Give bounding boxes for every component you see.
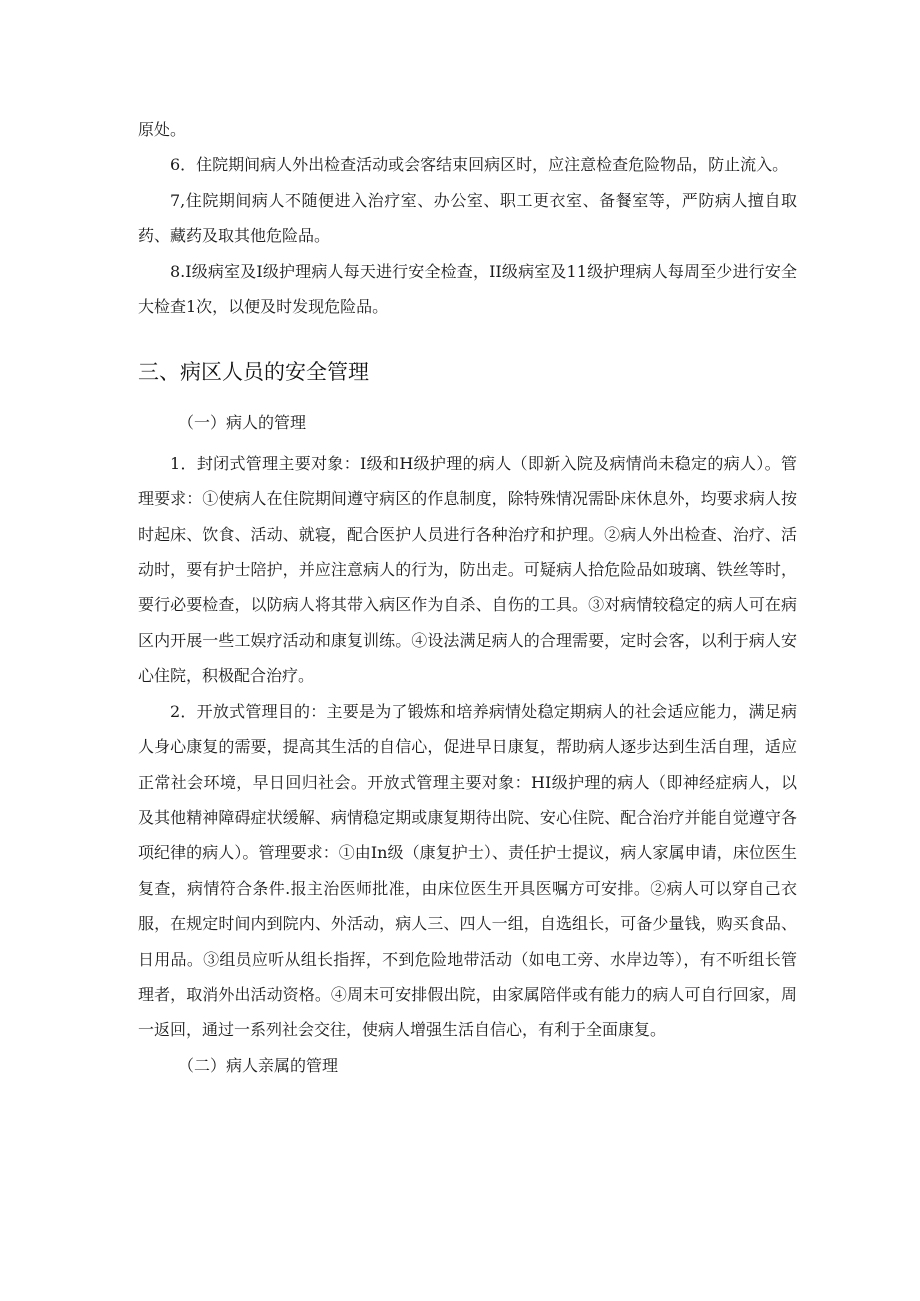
subsection-heading-relatives: （二）病人亲属的管理 — [178, 1055, 339, 1075]
rule-item-7: 7,住院期间病人不随便进入治疗室、办公室、职工更衣室、备餐室等，严防病人擅自取药、藏药及取其他危险品。 — [138, 190, 797, 246]
rule-item-6: 6．住院期间病人外出检查活动或会客结束回病区时，应注意检查危险物品，防止流入。 — [170, 155, 789, 175]
section-heading: 三、病区人员的安全管理 — [138, 360, 369, 385]
subsection-heading-patients: （一）病人的管理 — [178, 413, 307, 433]
open-management-paragraph: 2．开放式管理目的：主要是为了锻炼和培养病情处稳定期病人的社会适应能力，满足病人身心康复的需要，提高其生活的自信心，促进早日康复，帮助病人逐步达到生活自理，适应正常社会环境，早日回归社会。开放式管理主要对象：HI级护理的病人（即神经症病人，以及其他精神障碍症状缓解、病情稳定期或康复期待出院、安心住院、配合治疗并能自觉遵守各项纪律的病人）。管理要求：①由In级（康复护士）、责任护士提议，病人家属申请，床位医生复查，病情符合条件.报主治医师批准，由床位医生开具医嘱方可安排。②病人可以穿自己衣服，在规定时间内到院内、外活动，病人三、四人一组，自选组长，可备少量钱，购买食品、日用品。③组员应听从组长指挥，不到危险地带活动（如电工旁、水岸边等），有不听组长管理者，取消外出活动资格。④周末可安排假出院，由家属陪伴或有能力的病人可自行回家，周一返回，通过一系列社会交往，使病人增强生活自信心，有利于全面康复。 — [138, 701, 797, 1040]
rule-item-8: 8.I级病室及I级护理病人每天进行安全检查，II级病室及11级护理病人每周至少进行安全大检查1次，以便及时发现危险品。 — [138, 261, 797, 317]
closed-management-paragraph: 1．封闭式管理主要对象：I级和H级护理的病人（即新入院及病情尚未稳定的病人）。管理要求：①使病人在住院期间遵守病区的作息制度，除特殊情况需卧床休息外，均要求病人按时起床、饮食、活动、就寝，配合医护人员进行各种治疗和护理。②病人外出检查、治疗、活动时，要有护士陪护，并应注意病人的行为，防出走。可疑病人拾危险品如玻璃、铁丝等时，要行必要检查，以防病人将其带入病区作为自杀、自伤的工具。③对病情较稳定的病人可在病区内开展一些工娱疗活动和康复训练。④设法满足病人的合理需要，定时会客，以利于病人安心住院，积极配合治疗。 — [138, 453, 797, 686]
continuation-text: 原处。 — [138, 120, 187, 139]
